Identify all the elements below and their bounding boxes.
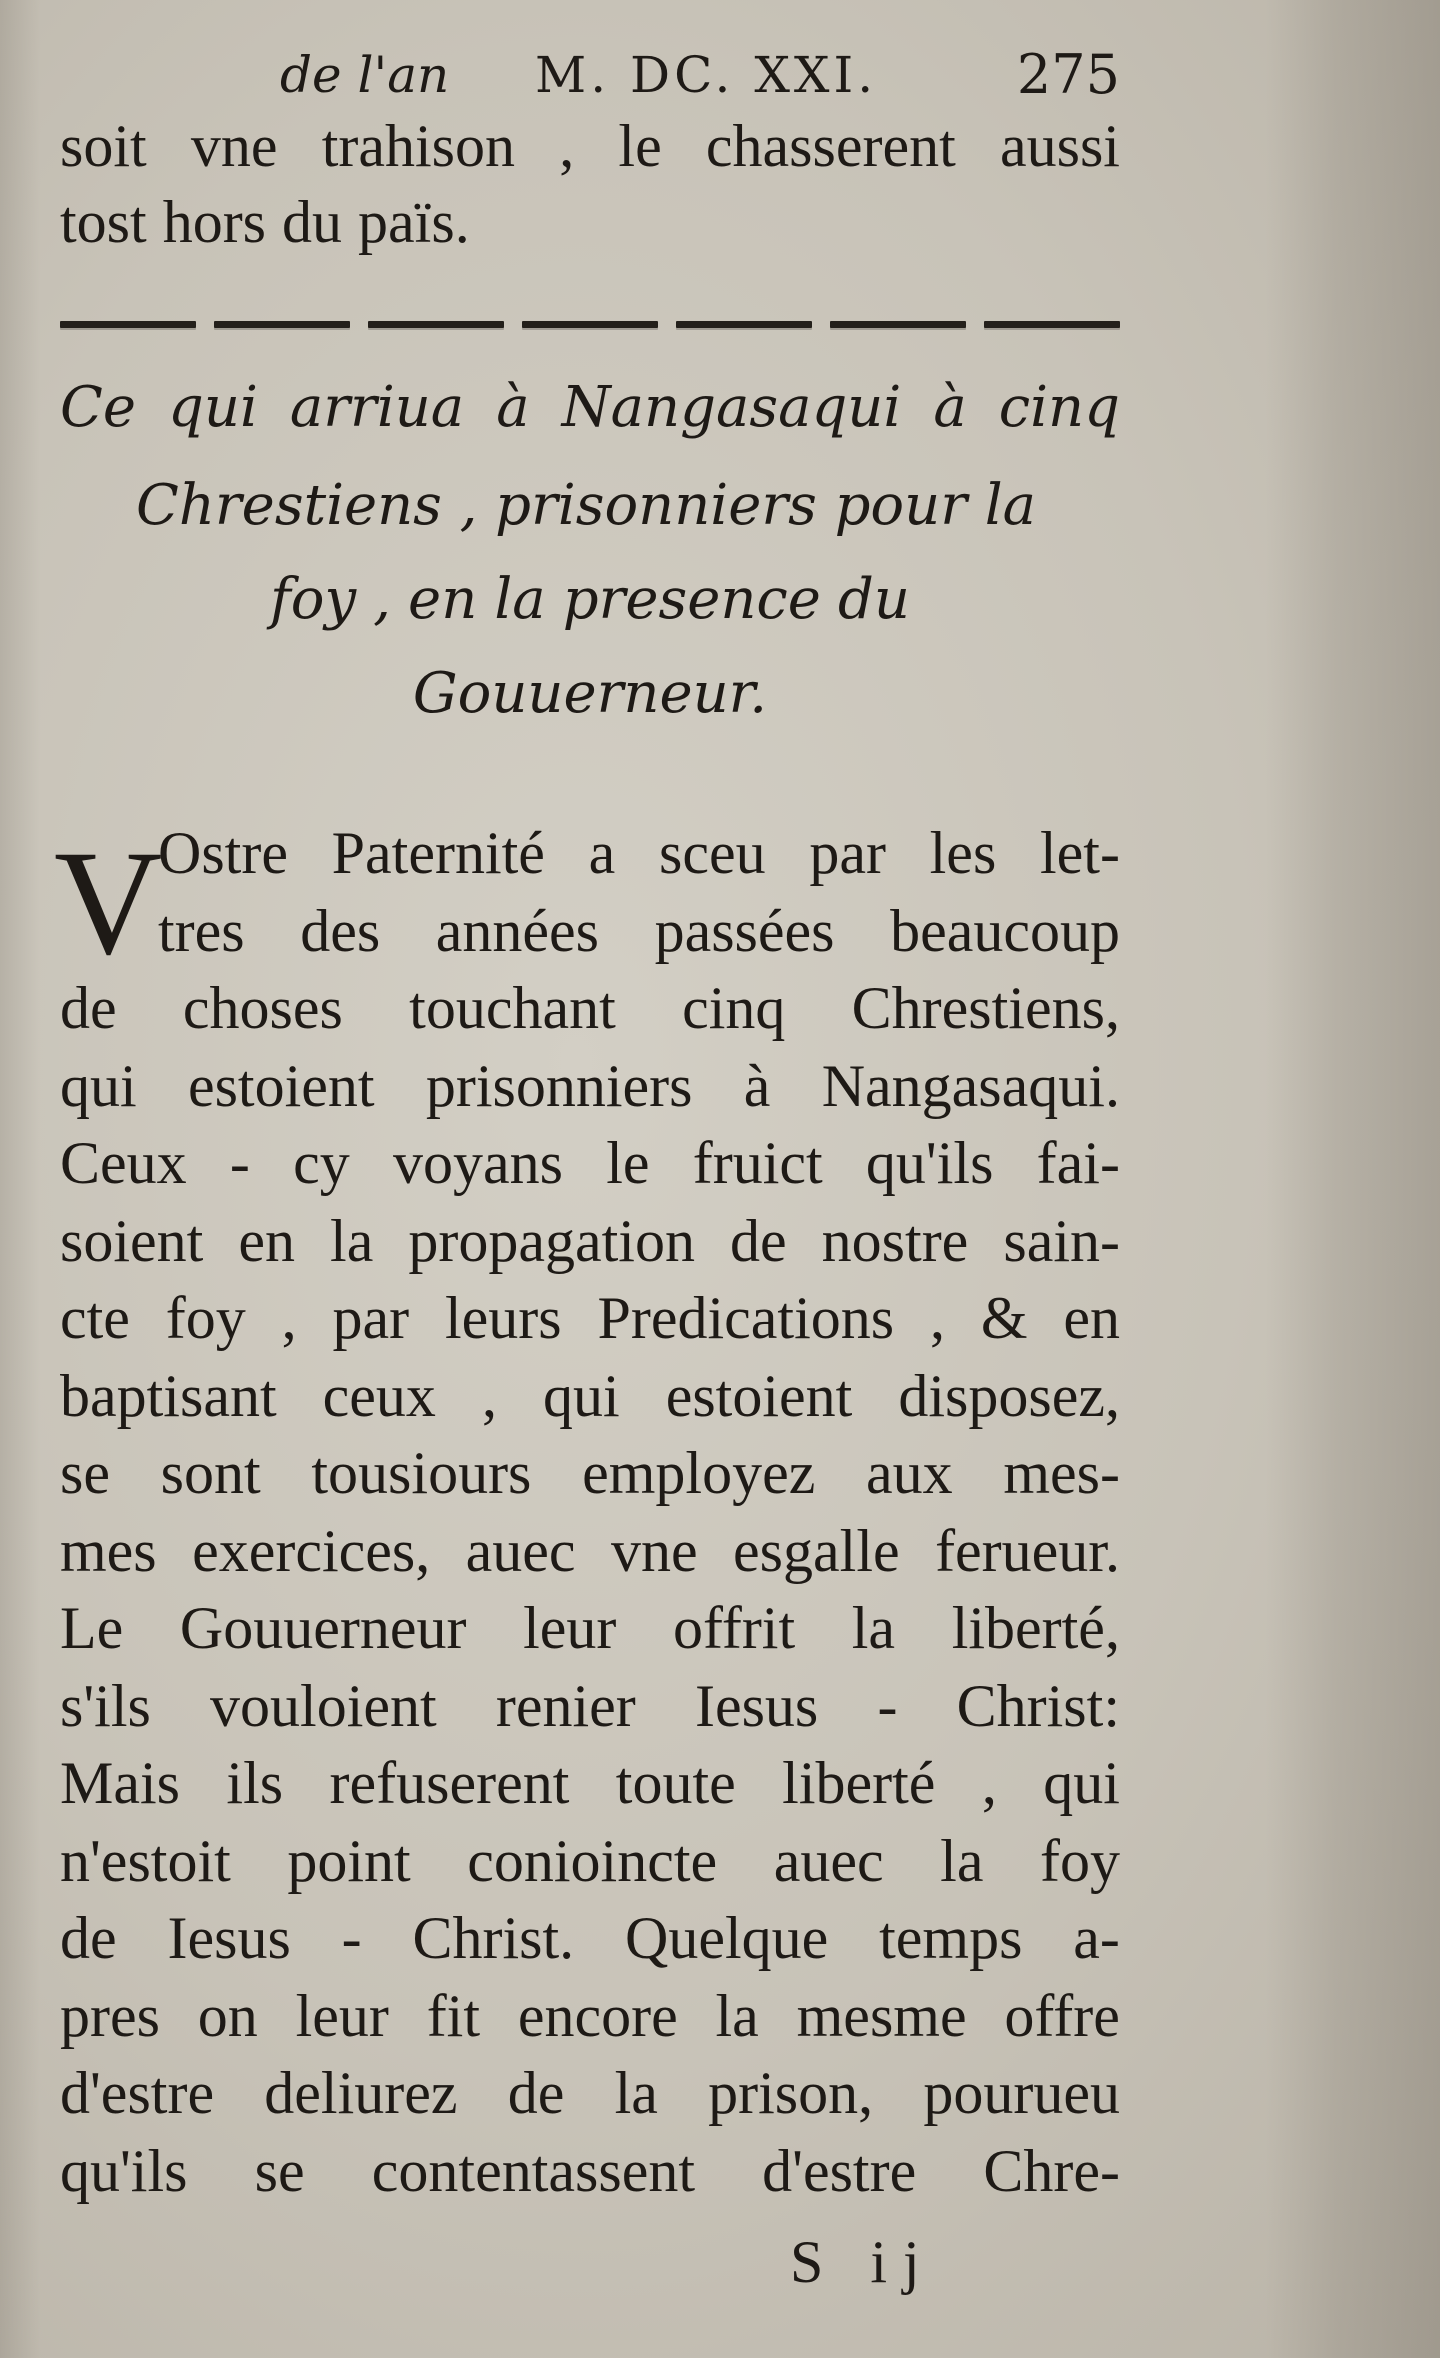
page-edge-shadow — [1265, 0, 1440, 2358]
word: toute — [615, 1750, 736, 1816]
word: la — [614, 2060, 658, 2126]
word: cinq — [682, 975, 786, 1041]
heading-word: pour — [834, 473, 967, 538]
body-line — [60, 1668, 1120, 1744]
word: tousiours — [311, 1440, 532, 1506]
heading-word: en — [408, 567, 478, 632]
word: cte — [60, 1285, 130, 1351]
word: temps — [879, 1905, 1023, 1971]
heading-word: arriua — [289, 375, 465, 440]
word: en — [238, 1208, 295, 1274]
word: , — [981, 1750, 997, 1816]
body-line — [60, 2133, 1120, 2209]
word: aussi — [999, 113, 1120, 179]
word: estoient — [665, 1363, 853, 1429]
word: cy — [293, 1130, 350, 1196]
page-number: 275 — [1016, 43, 1120, 106]
word: refuserent — [329, 1750, 570, 1816]
word: offre — [1004, 1983, 1120, 2049]
heading-word: prisonniers — [495, 473, 817, 538]
running-head-year: M. DC. XXI. — [535, 46, 878, 104]
word: mes — [60, 1518, 157, 1584]
word: de — [507, 2060, 565, 2126]
word: Iesus — [694, 1673, 819, 1739]
word: par — [332, 1285, 410, 1351]
heading-word: à — [496, 375, 530, 440]
word: Ostre — [158, 820, 288, 886]
word: païs. — [358, 189, 470, 255]
heading-word: Ce — [60, 375, 136, 440]
word: la — [715, 1983, 759, 2049]
word: de — [60, 1905, 117, 1971]
section-divider-rule — [60, 318, 1120, 332]
body-line — [158, 815, 1120, 891]
word: - — [229, 1130, 250, 1196]
word: point — [287, 1828, 411, 1894]
word: d'estre — [762, 2138, 917, 2204]
word: - — [341, 1905, 362, 1971]
word: qui — [60, 1053, 137, 1119]
word: s'ils — [60, 1673, 151, 1739]
word: touchant — [409, 975, 616, 1041]
word: fruict — [692, 1130, 823, 1196]
rule-segment — [368, 321, 504, 328]
word: soient — [60, 1208, 204, 1274]
word: Christ. — [412, 1905, 575, 1971]
heading-word: Nangasaqui — [561, 375, 902, 440]
word: tres — [158, 898, 245, 964]
word: à — [743, 1053, 771, 1119]
word: ils — [226, 1750, 284, 1816]
body-line — [60, 1203, 1120, 1279]
rule-segment — [522, 321, 658, 328]
word: auec — [773, 1828, 884, 1894]
word: Predications — [597, 1285, 895, 1351]
word: baptisant — [60, 1363, 277, 1429]
heading-line — [60, 360, 1120, 456]
continuation-line — [60, 184, 1120, 260]
heading-word: foy — [270, 567, 357, 632]
word: conioincte — [467, 1828, 718, 1894]
signature-line — [60, 2222, 1120, 2302]
word: esgalle — [733, 1518, 900, 1584]
word: qui — [542, 1363, 620, 1429]
word: qui — [1043, 1750, 1120, 1816]
body-line — [60, 1900, 1120, 1976]
word: prison, — [708, 2060, 874, 2126]
word: années — [435, 898, 599, 964]
rule-segment — [214, 321, 350, 328]
word: le — [606, 1130, 650, 1196]
word: renier — [495, 1673, 636, 1739]
word: par — [809, 820, 886, 886]
word: d'estre — [60, 2060, 215, 2126]
rule-segment — [830, 321, 966, 328]
word: a — [588, 820, 616, 886]
word: deliurez — [264, 2060, 458, 2126]
running-head-title: de l'an — [280, 46, 450, 104]
word: de — [730, 1208, 787, 1274]
word: leur — [523, 1595, 617, 1661]
word: disposez, — [898, 1363, 1120, 1429]
heading-word: cinq — [998, 375, 1120, 440]
continuation-line — [60, 108, 1120, 184]
word: let- — [1040, 820, 1120, 886]
word: employez — [582, 1440, 816, 1506]
word: propagation — [408, 1208, 695, 1274]
body-line — [60, 1823, 1120, 1899]
word: Quelque — [625, 1905, 829, 1971]
word: pourueu — [923, 2060, 1120, 2126]
word: hors — [162, 189, 267, 255]
body-line — [60, 970, 1120, 1046]
word: la — [940, 1828, 984, 1894]
word: offrit — [672, 1595, 796, 1661]
body-line — [60, 1513, 1120, 1589]
word: chasserent — [705, 113, 956, 179]
word: nostre — [821, 1208, 969, 1274]
word: leur — [295, 1983, 389, 2049]
heading-line — [136, 458, 1036, 554]
word: Iesus — [167, 1905, 291, 1971]
word: on — [197, 1983, 258, 2049]
word: les — [929, 820, 997, 886]
heading-word: , — [459, 473, 478, 538]
rule-segment — [984, 321, 1120, 328]
word: aux — [866, 1440, 953, 1506]
word: Ceux — [60, 1130, 187, 1196]
word: ceux — [322, 1363, 436, 1429]
heading-word: Chrestiens — [136, 473, 442, 538]
word: auec — [465, 1518, 576, 1584]
word: Gouuerneur — [179, 1595, 467, 1661]
word: vouloient — [210, 1673, 437, 1739]
word: de — [60, 975, 117, 1041]
body-line — [60, 1590, 1120, 1666]
word: mesme — [796, 1983, 967, 2049]
body-line — [60, 1280, 1120, 1356]
drop-cap-initial: V — [54, 820, 163, 986]
word: Chre- — [983, 2138, 1120, 2204]
word: en — [1063, 1285, 1120, 1351]
body-line — [60, 1435, 1120, 1511]
word: Mais — [60, 1750, 180, 1816]
body-line — [60, 1978, 1120, 2054]
body-line — [60, 1125, 1120, 1201]
word: du — [282, 189, 343, 255]
word: Chrestiens, — [851, 975, 1120, 1041]
word: Nangasaqui. — [821, 1053, 1120, 1119]
word: , — [281, 1285, 297, 1351]
word: n'estoit — [60, 1828, 231, 1894]
word: soit — [60, 113, 147, 179]
running-head — [60, 40, 1120, 110]
word: qu'ils — [865, 1130, 994, 1196]
word: sont — [160, 1440, 261, 1506]
word: des — [300, 898, 381, 964]
body-line — [158, 893, 1120, 969]
word: liberté — [782, 1750, 936, 1816]
heading-word: la — [494, 567, 546, 632]
word: foy — [165, 1285, 246, 1351]
signature-mark: S ij — [790, 2229, 936, 2295]
word: Christ: — [956, 1673, 1120, 1739]
word: beaucoup — [890, 898, 1120, 964]
rule-segment — [60, 321, 196, 328]
word: contentassent — [371, 2138, 695, 2204]
heading-line — [60, 646, 1120, 742]
heading-line — [270, 552, 910, 648]
word: , — [559, 113, 575, 179]
heading-word: la — [984, 473, 1036, 538]
word: encore — [517, 1983, 678, 2049]
word: passées — [654, 898, 835, 964]
heading-word: Gouuerneur. — [412, 661, 768, 726]
word: la — [851, 1595, 896, 1661]
word: vne — [190, 113, 278, 179]
word: foy — [1040, 1828, 1120, 1894]
word: exercices, — [192, 1518, 431, 1584]
word: Le — [60, 1595, 124, 1661]
word: se — [60, 1440, 110, 1506]
word: qu'ils — [60, 2138, 188, 2204]
heading-word: qui — [168, 375, 258, 440]
word: , — [481, 1363, 497, 1429]
body-line — [60, 1745, 1120, 1821]
heading-word: , — [373, 567, 391, 632]
heading-word: presence — [562, 567, 821, 632]
page-gutter-shadow — [0, 0, 40, 2358]
word: sain- — [1003, 1208, 1120, 1274]
word: estoient — [187, 1053, 375, 1119]
word: fai- — [1036, 1130, 1120, 1196]
word: tost — [60, 189, 147, 255]
word: choses — [182, 975, 343, 1041]
word: trahison — [321, 113, 516, 179]
word: a- — [1073, 1905, 1120, 1971]
word: la — [330, 1208, 374, 1274]
word: vne — [610, 1518, 698, 1584]
word: ferueur. — [935, 1518, 1120, 1584]
body-line — [60, 1048, 1120, 1124]
word: fit — [426, 1983, 481, 2049]
word: se — [254, 2138, 305, 2204]
word: pres — [60, 1983, 160, 2049]
body-line — [60, 2055, 1120, 2131]
body-line — [60, 1358, 1120, 1434]
heading-word: à — [933, 375, 967, 440]
word: prisonniers — [425, 1053, 693, 1119]
word: Paternité — [331, 820, 545, 886]
heading-word: du — [838, 567, 910, 632]
word: - — [877, 1673, 898, 1739]
word: & — [980, 1285, 1028, 1351]
word: liberté, — [951, 1595, 1120, 1661]
word: , — [929, 1285, 945, 1351]
word: le — [618, 113, 662, 179]
word: voyans — [392, 1130, 563, 1196]
word: leurs — [444, 1285, 562, 1351]
word: sceu — [658, 820, 766, 886]
rule-segment — [676, 321, 812, 328]
word: mes- — [1003, 1440, 1120, 1506]
